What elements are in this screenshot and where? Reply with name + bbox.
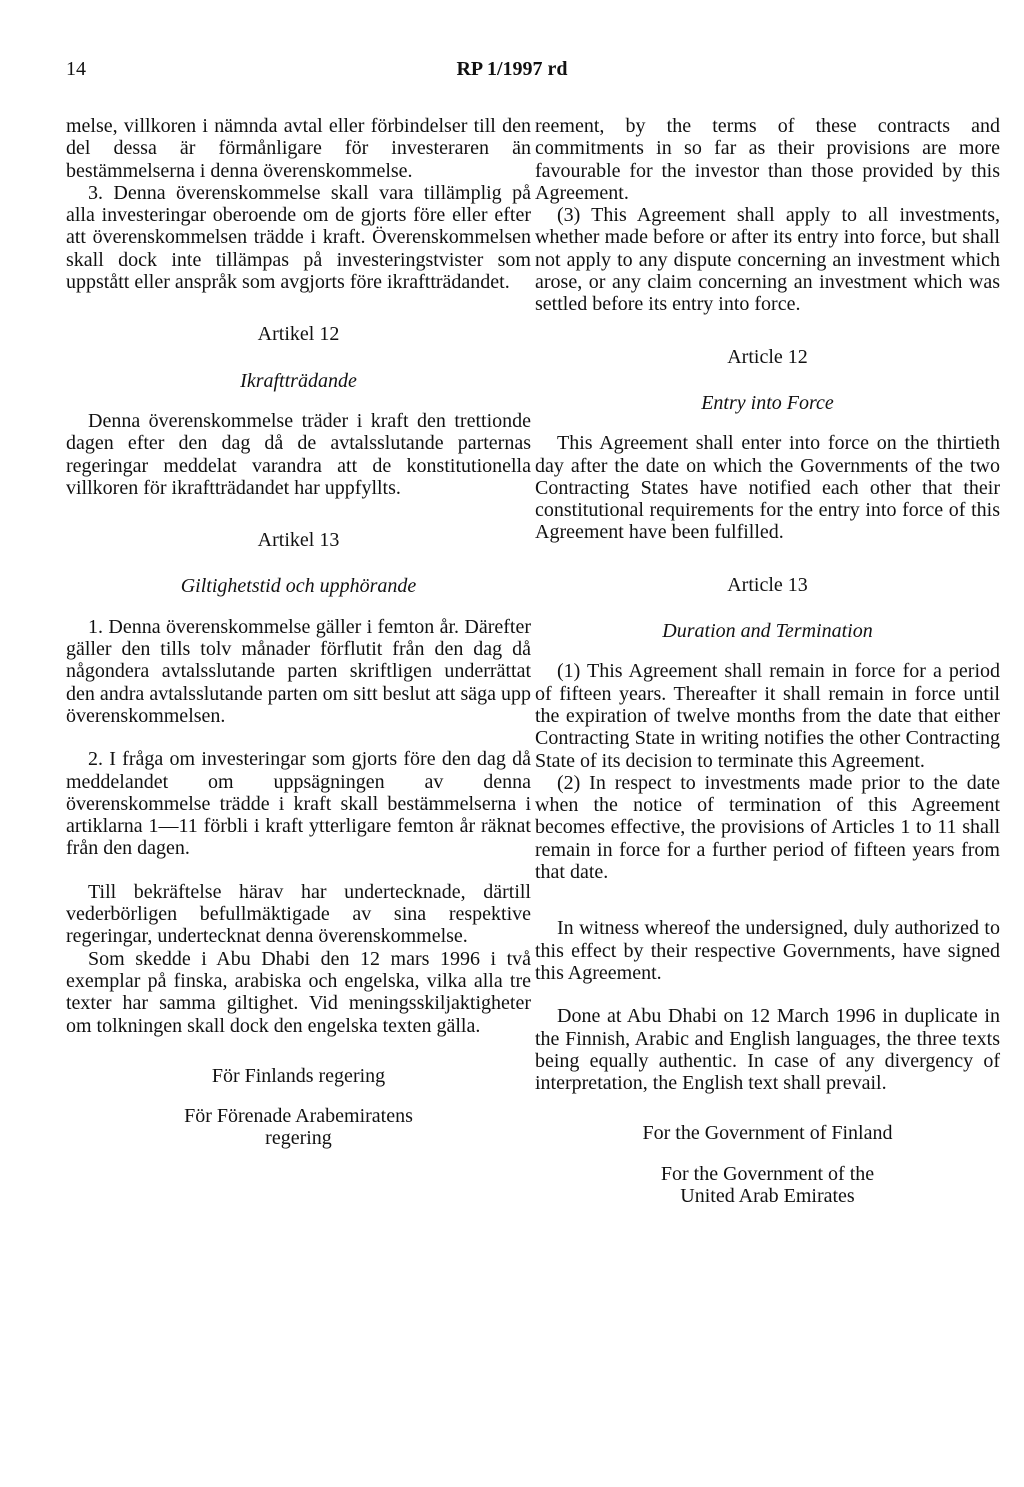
paragraph-continued: reement, by the terms of these contracts and commitments in so far as their provisions are more favourable for the investor than those provided by this Agreement. <box>535 115 1000 204</box>
signature-uae-line-2: regering <box>265 1127 332 1150</box>
swedish-column <box>66 115 531 1150</box>
article-13-paragraph-1: (1) This Agreement shall remain in force for a period of fifteen years. Thereafter it shall remain in force until the expiration of twelve months from the date that either Contracting State in writing notifies the other Contracting State of its decision to terminate this Agreement. <box>535 660 1000 772</box>
paragraph-continued: melse, villkoren i nämnda avtal eller förbindelser till den del dessa är förmånligare för investeraren än bestämmelserna i denna överenskommelse. <box>66 115 531 182</box>
article-13-title: Giltighetstid och upphörande <box>180 575 417 598</box>
signature-uae <box>66 1105 531 1150</box>
witness-clause: Till bekräftelse härav har undertecknade, därtill vederbörligen befullmäktigade av sina respektive regeringar, undertecknat denna överenskommelse. <box>66 880 531 948</box>
witness-clause: In witness whereof the undersigned, duly authorized to this effect by their respective Governments, have signed this Agreement. <box>535 917 1000 984</box>
signature-uae-line-1: För Förenade Arabemiratens <box>184 1105 413 1128</box>
paragraph-3: (3) This Agreement shall apply to all investments, whether made before or after its entry into force, but shall not apply to any dispute concerning an investment which arose, or any claim concerning an investment which was settled before its entry into force. <box>535 204 1000 316</box>
article-12-title: Ikraftträdande <box>240 369 357 392</box>
signature-finland: For the Government of Finland <box>642 1122 893 1145</box>
paragraph-3: 3. Denna överenskommelse skall vara tillämplig på alla investeringar oberoende om de gjorts före eller efter att överenskommelsen trädde i kraft. Överenskommelsen skall dock inte tillämpas på investeringstvister som uppstått eller anspråk som avgjorts före ikraftträdandet. <box>66 181 531 294</box>
running-title: RP 1/1997 rd <box>456 58 568 80</box>
article-13-paragraph-1: 1. Denna överenskommelse gäller i femton år. Därefter gäller den tills tolv månader förflutit från den dag då någondera avtalsslutande parten skriftligen underrättat den andra avtalsslutande parten om sitt beslut att säga upp överenskommelsen. <box>66 615 531 727</box>
article-13-title: Duration and Termination <box>662 620 873 643</box>
signature-uae-line-1: For the Government of the <box>660 1162 875 1185</box>
signature-uae-line-2: United Arab Emirates <box>680 1184 855 1207</box>
signature-finland: För Finlands regering <box>211 1064 386 1087</box>
article-13-paragraph-2: (2) In respect to investments made prior to the date when the notice of termination of this Agreement becomes effective, the provisions of Articles 1 to 11 shall remain in force for a further period of fifteen years from that date. <box>535 771 1000 884</box>
article-12-heading: Article 12 <box>727 345 808 368</box>
article-13-heading: Artikel 13 <box>257 529 340 552</box>
done-clause: Som skedde i Abu Dhabi den 12 mars 1996 i två exemplar på finska, arabiska och engelska, vilka alla tre texter har samma giltighet. Vid meningsskiljaktigheter om tolkningen skall dock den engelska texten gälla. <box>66 947 531 1037</box>
article-13-paragraph-2: 2. I fråga om investeringar som gjorts före den dag då meddelandet om uppsägningen av denna överenskommelse trädde i kraft skall bestämmelserna i artiklarna 1—11 förbli i kraft ytterligare femton år räknat från den dagen. <box>66 748 531 860</box>
article-12-heading: Artikel 12 <box>257 323 340 346</box>
done-clause: Done at Abu Dhabi on 12 March 1996 in duplicate in the Finnish, Arabic and English languages, the three texts being equally authentic. In case of any divergency of interpretation, the English text shall prevail. <box>535 1005 1000 1095</box>
page-number: 14 <box>66 58 86 80</box>
signature-uae <box>535 1163 1000 1208</box>
article-12-text: Denna överenskommelse träder i kraft den trettionde dagen efter den dag då de avtalsslutande parternas regeringar meddelat varandra att de konstitutionella villkoren för ikraftträdandet har uppfyllts. <box>66 409 531 499</box>
article-12-text: This Agreement shall enter into force on the thirtieth day after the date on which the Governments of the two Contracting States have notified each other that their constitutional requirements for the entry into force of this Agreement have been fulfilled. <box>535 432 1000 544</box>
article-12-title: Entry into Force <box>701 391 834 414</box>
english-column <box>535 115 1000 1207</box>
article-13-heading: Article 13 <box>727 573 808 596</box>
